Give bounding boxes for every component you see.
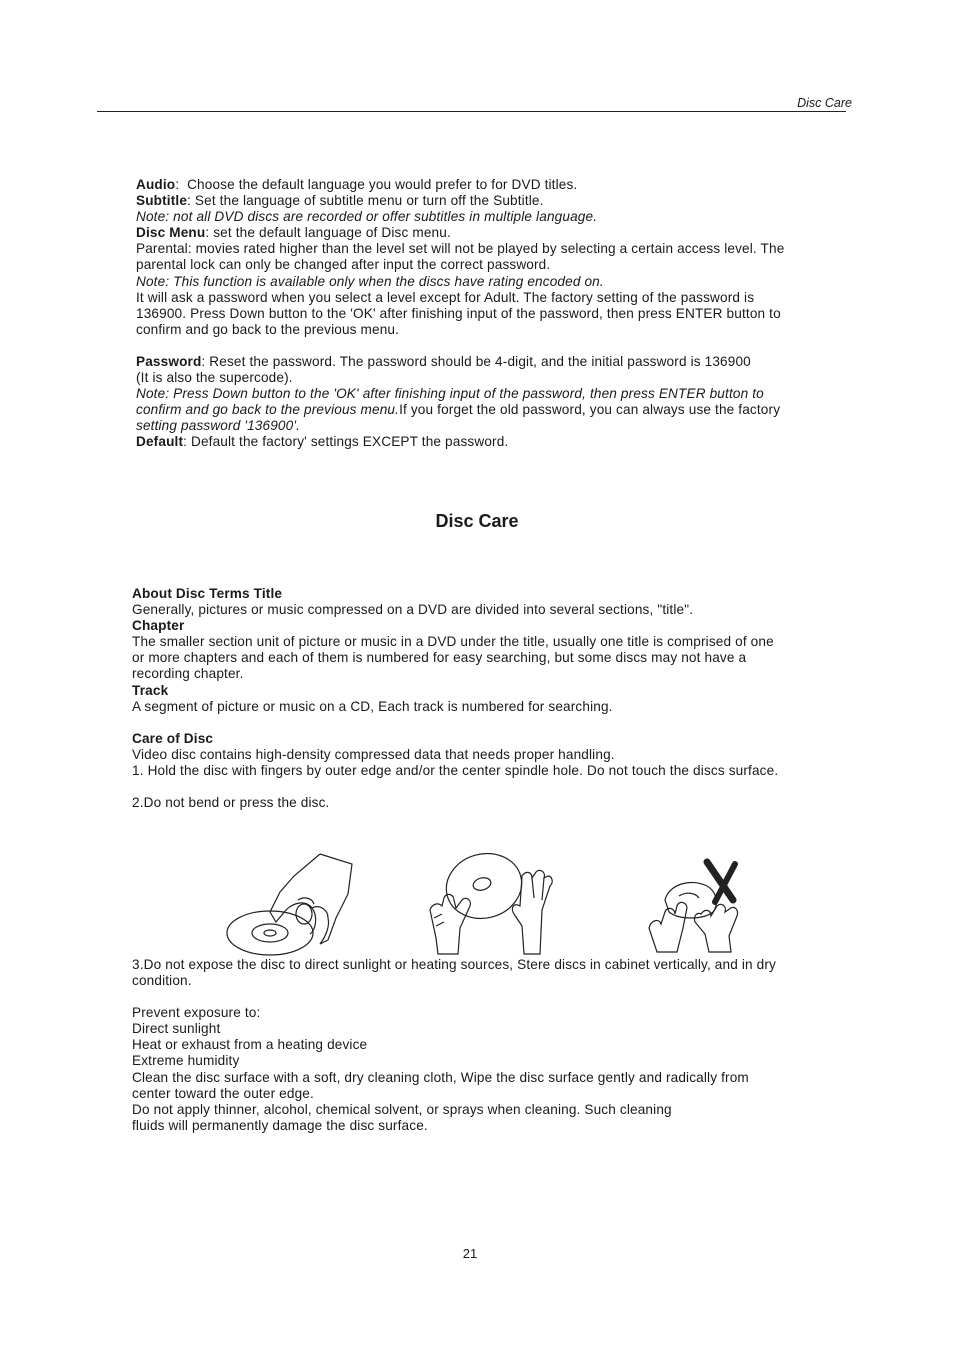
password-forget-text: If you forget the old password, you can always use the factory: [399, 402, 781, 418]
running-header: Disc Care: [797, 96, 852, 110]
track-text: A segment of picture or music on a CD, Each track is numbered for searching.: [132, 698, 613, 714]
prevent-item: Extreme humidity: [132, 1053, 240, 1069]
care-intro: Video disc contains high-density compressed data that needs proper handling.: [132, 746, 615, 762]
parental-line-1: Parental: movies rated higher than the level set will not be played by selecting a certain access level. The: [136, 241, 785, 257]
prevent-item: Heat or exhaust from a heating device: [132, 1037, 368, 1053]
care-label: Care of Disc: [132, 730, 214, 746]
subtitle-line: [136, 193, 871, 209]
discmenu-label: Disc Menu: [136, 225, 206, 241]
solvent-line-1: Do not apply thinner, alcohol, chemical solvent, or sprays when cleaning. Such cleaning: [132, 1101, 672, 1117]
disc-storage-block: [132, 957, 867, 1134]
password-note-line-1: Note: Press Down button to the 'OK' after finishing input of the password, then press ENTER button to: [136, 386, 764, 402]
subtitle-label: Subtitle: [136, 193, 188, 209]
password-ask-line-3: confirm and go back to the previous menu.: [136, 321, 400, 337]
subtitle-note: Note: not all DVD discs are recorded or offer subtitles in multiple language.: [136, 209, 598, 225]
setup-block-password: [136, 354, 871, 451]
solvent-line-2: fluids will permanently damage the disc surface.: [132, 1117, 428, 1133]
hands-bending-disc-wrong-icon: [647, 848, 743, 958]
password-ask-line-2: 136900. Press Down button to the 'OK' after finishing input of the password, then press ENTER button to: [136, 305, 781, 321]
password-text: : Reset the password. The password should be 4-digit, and the initial password is 136900: [201, 354, 751, 369]
parental-note: Note: This function is available only when the discs have rating encoded on.: [136, 273, 604, 289]
default-line: [136, 434, 871, 450]
terms-text: Generally, pictures or music compressed on a DVD are divided into several sections, "title".: [132, 602, 694, 618]
prevent-item: Direct sunlight: [132, 1021, 221, 1037]
chapter-line-1: The smaller section unit of picture or music in a DVD under the title, usually one title is comprised of one: [132, 634, 774, 650]
page-number: 21: [462, 1246, 478, 1261]
chapter-line-3: recording chapter.: [132, 666, 244, 682]
discmenu-text: : set the default language of Disc menu.: [205, 225, 451, 241]
password-note-line-2: [136, 402, 871, 418]
care-step-3-line-2: condition.: [132, 973, 192, 989]
chapter-line-2: or more chapters and each of them is numbered for easy searching, but some discs may not have a: [132, 650, 747, 666]
clean-line-2: center toward the outer edge.: [132, 1085, 314, 1101]
hand-holding-disc-icon: [224, 848, 356, 958]
prevent-title: Prevent exposure to:: [132, 1005, 261, 1021]
password-line: [136, 354, 871, 370]
audio-label: Audio: [136, 177, 176, 192]
two-hands-holding-disc-edges-icon: [428, 848, 554, 958]
care-step-2: 2.Do not bend or press the disc.: [132, 795, 330, 811]
audio-separator: :: [175, 177, 180, 192]
password-note-line-3: setting password '136900'.: [136, 418, 301, 434]
terms-title: About Disc Terms Title: [132, 586, 283, 601]
password-label: Password: [136, 354, 202, 369]
default-text: : Default the factory' settings EXCEPT the password.: [183, 434, 509, 450]
clean-line-1: Clean the disc surface with a soft, dry cleaning cloth, Wipe the disc surface gently and radically from: [132, 1069, 749, 1085]
chapter-label: Chapter: [132, 618, 185, 634]
password-ask-line-1: It will ask a password when you select a level except for Adult. The factory setting of the password is: [136, 289, 755, 305]
setup-block-languages: [136, 177, 871, 338]
care-step-3-line-1: 3.Do not expose the disc to direct sunlight or heating sources, Stere discs in cabinet vertically, and in dry: [132, 957, 777, 972]
section-title: Disc Care: [435, 511, 519, 531]
audio-text: Choose the default language you would prefer to for DVD titles.: [187, 177, 578, 192]
password-note-italic: confirm and go back to the previous menu.: [136, 402, 400, 418]
default-label: Default: [136, 434, 184, 450]
password-supercode: (It is also the supercode).: [136, 370, 293, 386]
header-divider: [97, 111, 846, 112]
care-step-1: 1. Hold the disc with fingers by outer edge and/or the center spindle hole. Do not touch the discs surface.: [132, 762, 779, 778]
parental-line-2: parental lock can only be changed after input the correct password.: [136, 257, 551, 273]
audio-line: [136, 177, 871, 193]
track-label: Track: [132, 682, 169, 698]
discmenu-line: [136, 225, 871, 241]
subtitle-text: : Set the language of subtitle menu or turn off the Subtitle.: [187, 193, 544, 209]
disc-terms-block: [132, 586, 867, 811]
